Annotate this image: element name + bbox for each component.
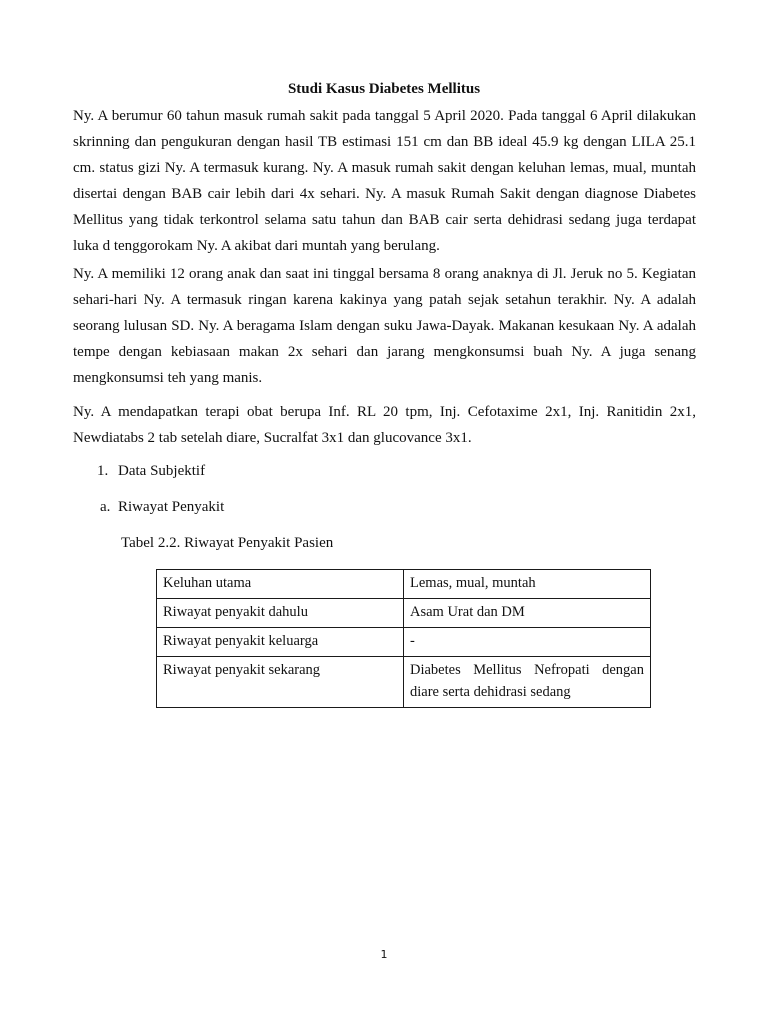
table-row <box>157 570 651 599</box>
table-caption: Tabel 2.2. Riwayat Penyakit Pasien <box>121 535 334 551</box>
table-row-value: Lemas, mual, muntah <box>404 570 651 599</box>
subsection-heading: Riwayat Penyakit <box>118 499 225 515</box>
table-row <box>157 628 651 657</box>
section-number: 1. <box>97 463 109 479</box>
table-row <box>157 599 651 628</box>
subsection-letter: a. <box>100 499 111 515</box>
paragraph-drug-therapy: Ny. A mendapatkan terapi obat berupa Inf. RL 20 tpm, Inj. Cefotaxime 2x1, Inj. Ranitidin 2x1, Newdiatabs 2 tab setelah diare, Sucralfat 3x1 dan glucovance 3x1. <box>73 404 696 446</box>
table-row <box>157 657 651 708</box>
table-row-value: Asam Urat dan DM <box>404 599 651 628</box>
document-title: Studi Kasus Diabetes Mellitus <box>287 81 481 97</box>
paragraph-patient-background: Ny. A memiliki 12 orang anak dan saat ini tinggal bersama 8 orang anaknya di Jl. Jeruk no 5. Kegiatan sehari-hari Ny. A termasuk ringan karena kakinya yang patah sejak setahun terakhir. Ny. A adalah seorang lulusan SD. Ny. A beragama Islam dengan suku Jawa-Dayak. Makanan kesukaan Ny. A adalah tempe dengan kebiasaan makan 2x sehari dan jarang mengkonsumsi buah Ny. A juga senang mengkonsumsi teh yang manis. <box>73 266 696 386</box>
table-row-label: Riwayat penyakit sekarang <box>157 657 404 708</box>
table-row-label: Riwayat penyakit dahulu <box>157 599 404 628</box>
table-row-value: Diabetes Mellitus Nefropati dengan diare serta dehidrasi sedang <box>404 657 651 708</box>
table-row-label: Riwayat penyakit keluarga <box>157 628 404 657</box>
section-heading: Data Subjektif <box>118 463 206 479</box>
disease-history-table <box>156 569 651 708</box>
table-row-value: - <box>404 628 651 657</box>
page-number: 1 <box>380 948 388 961</box>
table-row-label: Keluhan utama <box>157 570 404 599</box>
paragraph-patient-admission: Ny. A berumur 60 tahun masuk rumah sakit pada tanggal 5 April 2020. Pada tanggal 6 April dilakukan skrinning dan pengukuran dengan hasil TB estimasi 151 cm dan BB ideal 45.9 kg dengan LILA 25.1 cm. status gizi Ny. A termasuk kurang. Ny. A masuk rumah sakit dengan keluhan lemas, mual, muntah disertai dengan BAB cair lebih dari 4x sehari. Ny. A masuk Rumah Sakit dengan diagnose Diabetes Mellitus yang tidak terkontrol selama satu tahun dan BAB cair serta dehidrasi sedang juga terdapat luka d tenggorokam Ny. A akibat dari muntah yang berulang. <box>73 108 696 254</box>
